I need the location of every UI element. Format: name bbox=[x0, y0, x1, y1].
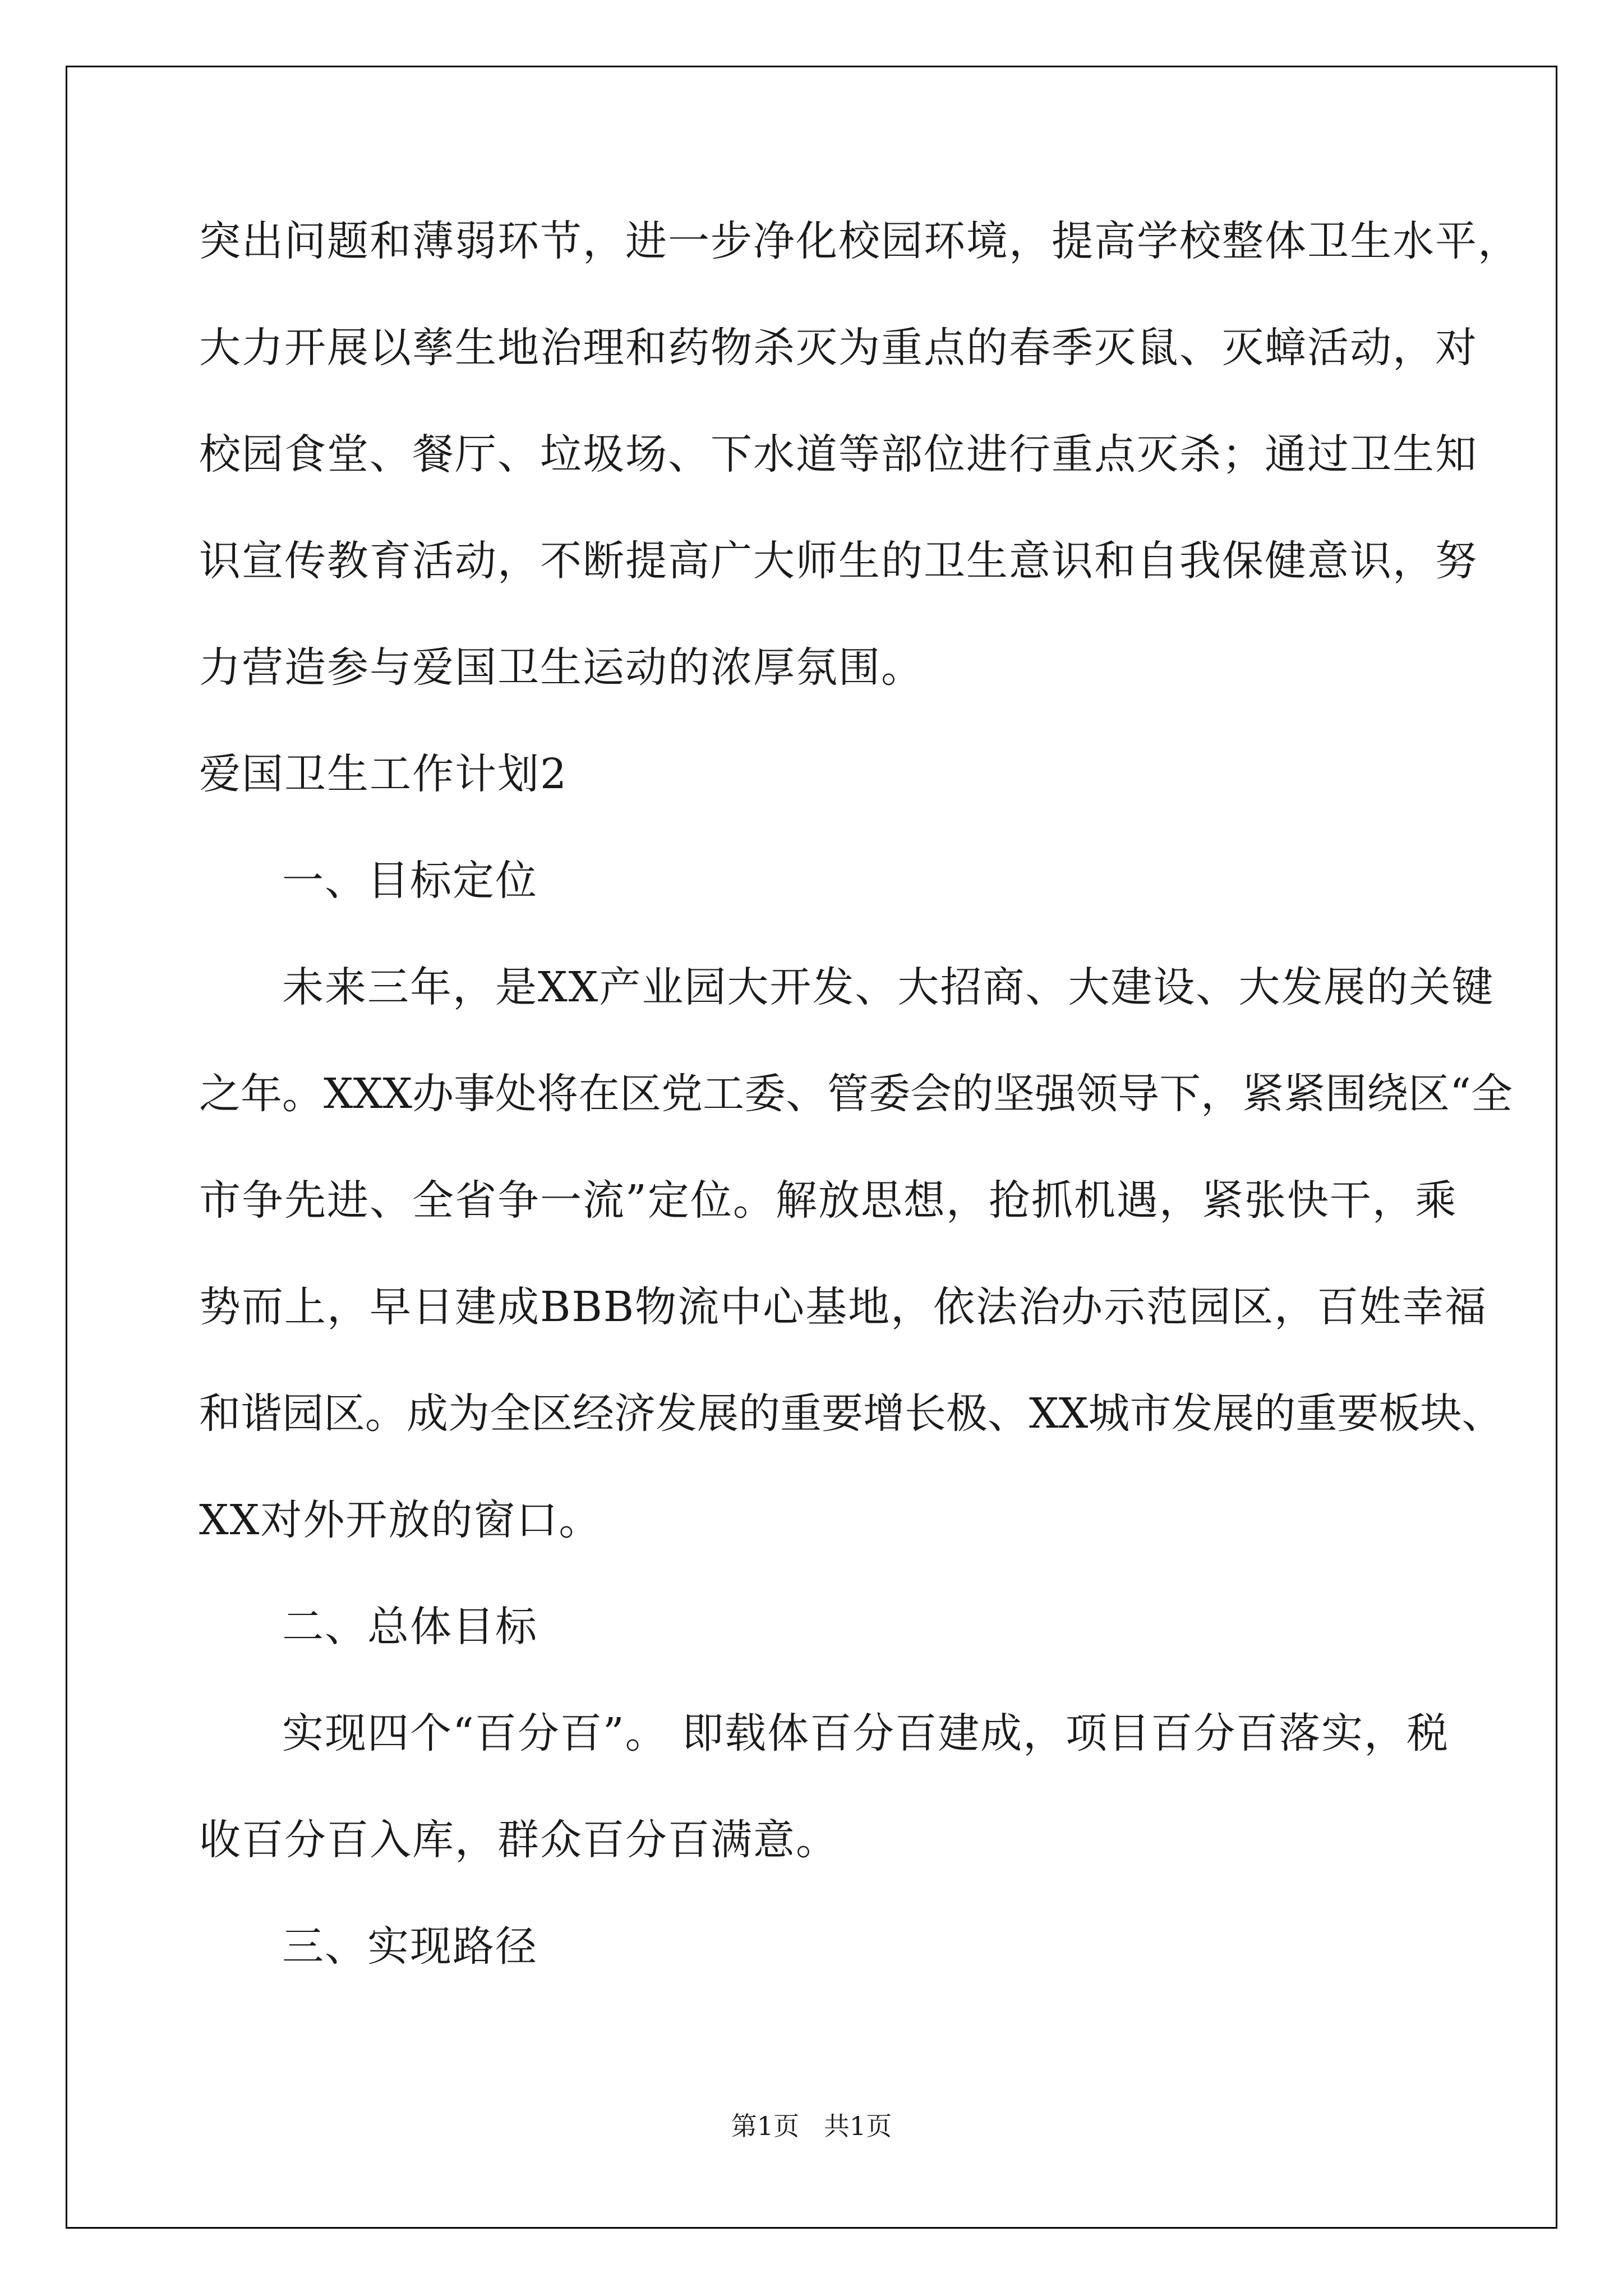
heading-overall-goal: 二、总体目标 bbox=[282, 1603, 538, 1651]
paragraph-line: XX对外开放的窗口。 bbox=[199, 1496, 602, 1544]
page-border bbox=[66, 66, 1557, 2229]
paragraph-line: 识宣传教育活动，不断提高广大师生的卫生意识和自我保健意识，努 bbox=[199, 537, 1478, 585]
section-title: 爱国卫生工作计划2 bbox=[199, 750, 568, 798]
paragraph-line: 和谐园区。成为全区经济发展的重要增长极、XX城市发展的重要板块、 bbox=[199, 1389, 1504, 1438]
paragraph-line: 实现四个“百分百”。 即载体百分百建成，项目百分百落实，税 bbox=[282, 1709, 1450, 1757]
heading-implementation-path: 三、实现路径 bbox=[282, 1922, 538, 1971]
paragraph-line: 未来三年，是XX产业园大开发、大招商、大建设、大发展的关键 bbox=[282, 963, 1495, 1011]
paragraph-line: 之年。XXX办事处将在区党工委、管委会的坚强领导下，紧紧围绕区“全 bbox=[199, 1070, 1513, 1118]
paragraph-line: 突出问题和薄弱环节，进一步净化校园环境，提高学校整体卫生水平， bbox=[199, 217, 1520, 265]
paragraph-line: 大力开展以孳生地治理和药物杀灭为重点的春季灭鼠、灭蟑活动，对 bbox=[199, 324, 1478, 372]
paragraph-line: 校园食堂、餐厅、垃圾场、下水道等部位进行重点灭杀；通过卫生知 bbox=[199, 430, 1478, 478]
paragraph-line: 势而上，早日建成BBB物流中心基地，依法治办示范园区，百姓幸福 bbox=[199, 1283, 1488, 1331]
heading-goal-positioning: 一、目标定位 bbox=[282, 857, 538, 905]
paragraph-line: 力营造参与爱国卫生运动的浓厚氛围。 bbox=[199, 643, 924, 692]
paragraph-line: 市争先进、全省争一流”定位。解放思想，抢抓机遇，紧张快干，乘 bbox=[199, 1176, 1458, 1225]
paragraph-line: 收百分百入库，群众百分百满意。 bbox=[199, 1816, 838, 1864]
page-number-footer: 第1页 共1页 bbox=[731, 2111, 892, 2141]
